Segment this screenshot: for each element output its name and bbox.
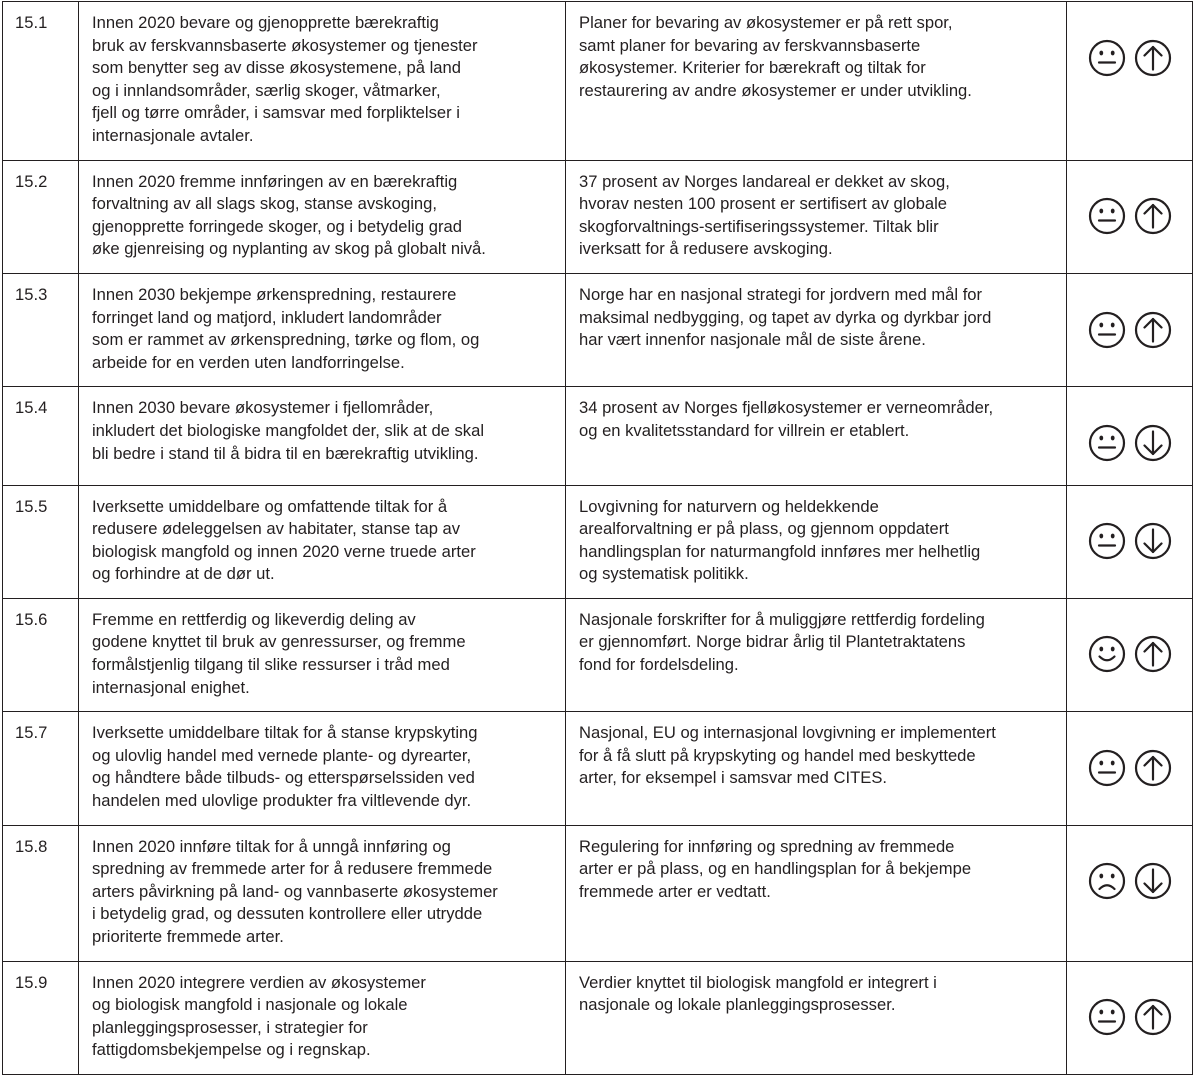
arrow-up-circle-icon <box>1134 749 1172 787</box>
assessment-cell <box>1067 598 1193 711</box>
target-description: Innen 2020 bevare og gjenopprette bærekraftig bruk av ferskvannsbaserte økosystemer og tjenester som benytter seg av disse økosystemene, på land og i innlandsområder, særlig skoger, våtmarker, fjell og tørre områder, i samsvar med forpliktelser i internasjonale avtaler. <box>79 2 566 161</box>
arrow-up-circle-icon <box>1134 635 1172 673</box>
sad-face-icon <box>1088 862 1126 900</box>
target-row <box>3 598 1193 711</box>
target-description: Innen 2030 bevare økosystemer i fjellområder, inkludert det biologiske mangfoldet der, slik at de skal bli bedre i stand til å bidra til en bærekraftig utvikling. <box>79 387 566 485</box>
status-description: Nasjonale forskrifter for å muliggjøre rettferdig fordeling er gjennomført. Norge bidrar årlig til Plantetraktatens fond for fordelsdeling. <box>566 598 1067 711</box>
neutral-face-icon <box>1088 197 1126 235</box>
target-number: 15.3 <box>3 273 79 386</box>
arrow-down-circle-icon <box>1134 522 1172 560</box>
target-number: 15.6 <box>3 598 79 711</box>
target-number: 15.7 <box>3 712 79 825</box>
neutral-face-icon <box>1088 749 1126 787</box>
status-description: Regulering for innføring og spredning av fremmede arter er på plass, og en handlingsplan for å bekjempe fremmede arter er vedtatt. <box>566 825 1067 961</box>
assessment-cell <box>1067 2 1193 161</box>
arrow-up-circle-icon <box>1134 197 1172 235</box>
arrow-down-circle-icon <box>1134 862 1172 900</box>
status-description: Norge har en nasjonal strategi for jordvern med mål for maksimal nedbygging, og tapet av dyrka og dyrkbar jord har vært innenfor nasjonale mål de siste årene. <box>566 273 1067 386</box>
arrow-up-circle-icon <box>1134 39 1172 77</box>
assessment-cell <box>1067 825 1193 961</box>
status-description: Nasjonal, EU og internasjonal lovgivning er implementert for å få slutt på krypskyting og handel med beskyttede arter, for eksempel i samsvar med CITES. <box>566 712 1067 825</box>
target-row <box>3 485 1193 598</box>
target-row <box>3 825 1193 961</box>
target-row <box>3 273 1193 386</box>
neutral-face-icon <box>1088 522 1126 560</box>
assessment-cell <box>1067 961 1193 1074</box>
arrow-up-circle-icon <box>1134 311 1172 349</box>
status-description: Planer for bevaring av økosystemer er på rett spor, samt planer for bevaring av ferskvannsbaserte økosystemer. Kriterier for bærekraft og tiltak for restaurering av andre økosystemer er under utvikling. <box>566 2 1067 161</box>
assessment-cell <box>1067 273 1193 386</box>
target-number: 15.5 <box>3 485 79 598</box>
target-description: Innen 2030 bekjempe ørkenspredning, restaurere forringet land og matjord, inkludert landområder som er rammet av ørkenspredning, tørke og flom, og arbeide for en verden uten landforringelse. <box>79 273 566 386</box>
target-row <box>3 160 1193 273</box>
neutral-face-icon <box>1088 311 1126 349</box>
assessment-cell <box>1067 387 1193 485</box>
neutral-face-icon <box>1088 424 1126 462</box>
target-number: 15.4 <box>3 387 79 485</box>
target-description: Iverksette umiddelbare tiltak for å stanse krypskyting og ulovlig handel med vernede plante- og dyrearter, og håndtere både tilbuds- og etterspørselssiden ved handelen med ulovlige produkter fra viltlevende dyr. <box>79 712 566 825</box>
arrow-down-circle-icon <box>1134 424 1172 462</box>
target-row <box>3 387 1193 485</box>
status-description: 34 prosent av Norges fjelløkosystemer er verneområder, og en kvalitetsstandard for villrein er etablert. <box>566 387 1067 485</box>
target-description: Innen 2020 innføre tiltak for å unngå innføring og spredning av fremmede arter for å redusere fremmede arters påvirkning på land- og vannbaserte økosystemer i betydelig grad, og dessuten kontrollere eller utrydde prioriterte fremmede arter. <box>79 825 566 961</box>
table-body <box>3 2 1193 1075</box>
target-row <box>3 712 1193 825</box>
target-number: 15.8 <box>3 825 79 961</box>
target-description: Fremme en rettferdig og likeverdig deling av godene knyttet til bruk av genressurser, og fremme formålstjenlig tilgang til slike ressurser i tråd med internasjonal enighet. <box>79 598 566 711</box>
target-description: Innen 2020 fremme innføringen av en bærekraftig forvaltning av all slags skog, stanse avskoging, gjenopprette forringede skoger, og i betydelig grad øke gjenreising og nyplanting av skog på globalt nivå. <box>79 160 566 273</box>
status-description: 37 prosent av Norges landareal er dekket av skog, hvorav nesten 100 prosent er sertifisert av globale skogforvaltnings-sertifiseringssystemer. Tiltak blir iverksatt for å redusere avskoging. <box>566 160 1067 273</box>
target-number: 15.9 <box>3 961 79 1074</box>
assessment-cell <box>1067 485 1193 598</box>
status-description: Lovgivning for naturvern og heldekkende arealforvaltning er på plass, og gjennom oppdatert handlingsplan for naturmangfold innføres mer helhetlig og systematisk politikk. <box>566 485 1067 598</box>
neutral-face-icon <box>1088 998 1126 1036</box>
target-number: 15.1 <box>3 2 79 161</box>
arrow-up-circle-icon <box>1134 998 1172 1036</box>
assessment-cell <box>1067 712 1193 825</box>
target-description: Iverksette umiddelbare og omfattende tiltak for å redusere ødeleggelsen av habitater, stanse tap av biologisk mangfold og innen 2020 verne truede arter og forhindre at de dør ut. <box>79 485 566 598</box>
target-row <box>3 961 1193 1074</box>
happy-face-icon <box>1088 635 1126 673</box>
status-description: Verdier knyttet til biologisk mangfold er integrert i nasjonale og lokale planleggingsprosesser. <box>566 961 1067 1074</box>
target-row <box>3 2 1193 161</box>
assessment-cell <box>1067 160 1193 273</box>
target-number: 15.2 <box>3 160 79 273</box>
neutral-face-icon <box>1088 39 1126 77</box>
sdg15-targets-table <box>2 1 1193 1075</box>
target-description: Innen 2020 integrere verdien av økosystemer og biologisk mangfold i nasjonale og lokale planleggingsprosesser, i strategier for fattigdomsbekjempelse og i regnskap. <box>79 961 566 1074</box>
